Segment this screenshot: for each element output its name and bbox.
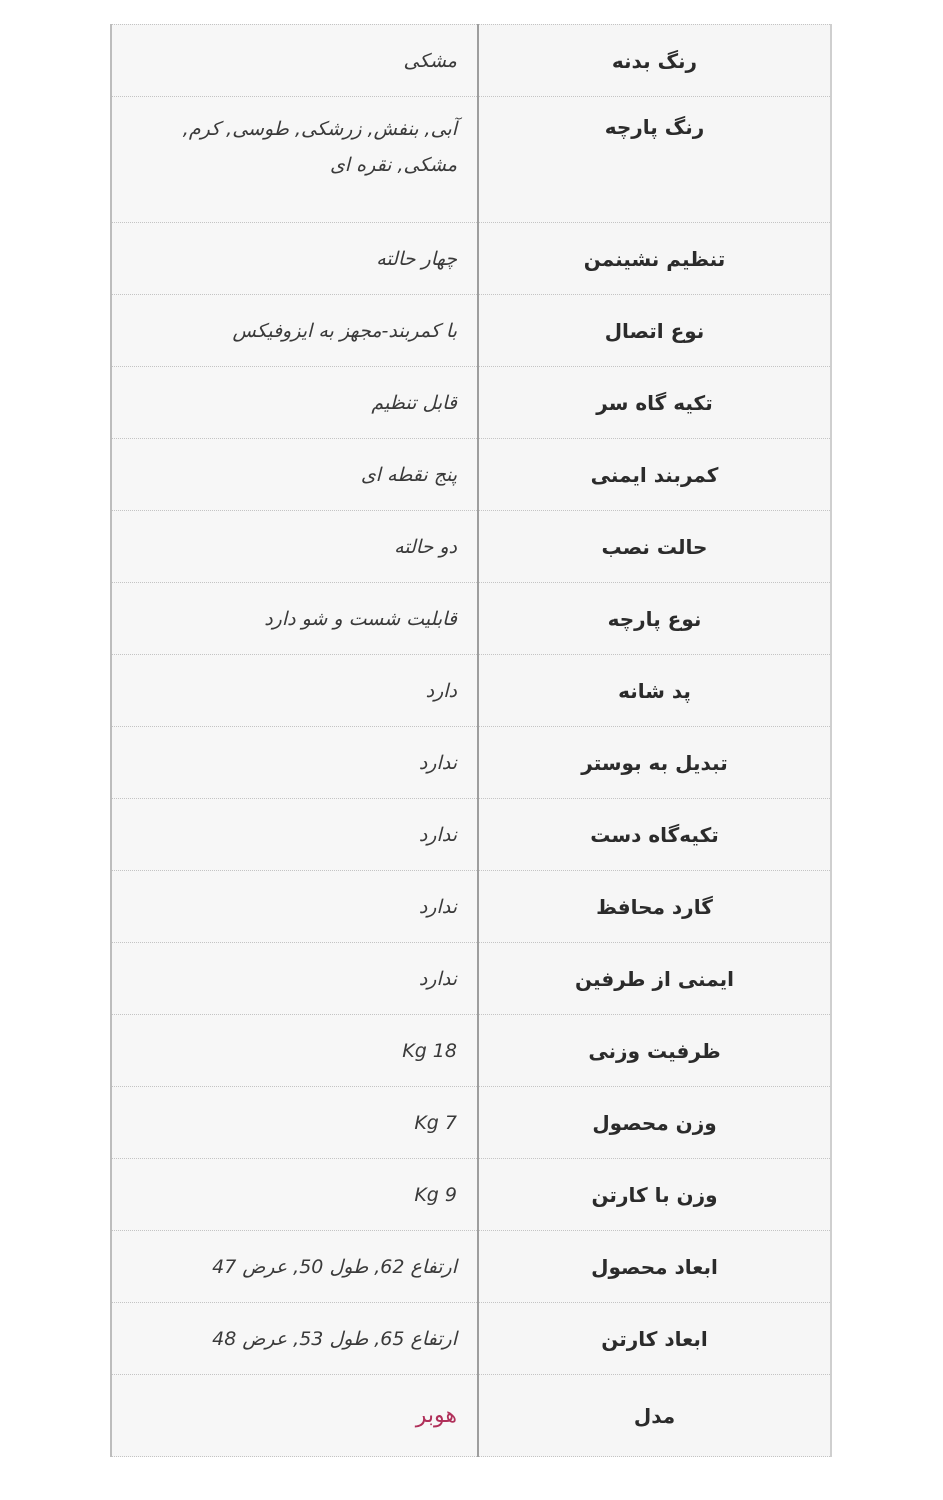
- spec-label-connection-type: نوع اتصال: [478, 295, 831, 367]
- spec-label-body-color: رنگ بدنه: [478, 25, 831, 97]
- table-row: [111, 943, 831, 1015]
- table-row: [111, 655, 831, 727]
- spec-label-seat-adjustment: تنظیم نشینمن: [478, 223, 831, 295]
- spec-label-safety-belt: کمربند ایمنی: [478, 439, 831, 511]
- table-row: [111, 439, 831, 511]
- table-row: [111, 583, 831, 655]
- table-row: [111, 97, 831, 223]
- spec-value-model: [111, 1375, 478, 1457]
- spec-label-fabric-type: نوع پارچه: [478, 583, 831, 655]
- spec-value-product-dimensions: ارتفاع 62, طول 50, عرض 47: [111, 1231, 478, 1303]
- table-row: [111, 223, 831, 295]
- spec-label-product-dimensions: ابعاد محصول: [478, 1231, 831, 1303]
- table-row: [111, 1231, 831, 1303]
- table-row: [111, 871, 831, 943]
- spec-label-product-weight: وزن محصول: [478, 1087, 831, 1159]
- spec-label-side-safety: ایمنی از طرفین: [478, 943, 831, 1015]
- model-link[interactable]: هوبر: [415, 1402, 457, 1428]
- spec-value-weight-capacity: Kg 18: [111, 1015, 478, 1087]
- spec-label-weight-capacity: ظرفیت وزنی: [478, 1015, 831, 1087]
- spec-label-shoulder-pad: پد شانه: [478, 655, 831, 727]
- spec-value-body-color: مشکی: [111, 25, 478, 97]
- table-row: [111, 25, 831, 97]
- table-row: [111, 1375, 831, 1457]
- table-row: [111, 799, 831, 871]
- spec-label-model: مدل: [478, 1375, 831, 1457]
- spec-value-connection-type: با کمربند-مجهز به ایزوفیکس: [111, 295, 478, 367]
- spec-label-headrest: تکیه گاه سر: [478, 367, 831, 439]
- spec-value-fabric-color: آبی, بنفش, زرشکی, طوسی, کرم, مشکی, نقره ای: [111, 97, 478, 223]
- table-row: [111, 367, 831, 439]
- spec-label-box-dimensions: ابعاد کارتن: [478, 1303, 831, 1375]
- spec-value-seat-adjustment: چهار حالته: [111, 223, 478, 295]
- spec-label-booster-convert: تبدیل به بوستر: [478, 727, 831, 799]
- spec-label-protective-guard: گارد محافظ: [478, 871, 831, 943]
- spec-value-booster-convert: ندارد: [111, 727, 478, 799]
- table-row: [111, 511, 831, 583]
- spec-value-headrest: قابل تنظیم: [111, 367, 478, 439]
- spec-value-box-dimensions: ارتفاع 65, طول 53, عرض 48: [111, 1303, 478, 1375]
- spec-label-fabric-color: رنگ پارچه: [478, 97, 831, 223]
- spec-value-weight-with-box: Kg 9: [111, 1159, 478, 1231]
- table-row: [111, 295, 831, 367]
- spec-value-fabric-type: قابلیت شست و شو دارد: [111, 583, 478, 655]
- table-row: [111, 1015, 831, 1087]
- spec-value-install-mode: دو حالته: [111, 511, 478, 583]
- spec-value-protective-guard: ندارد: [111, 871, 478, 943]
- spec-label-install-mode: حالت نصب: [478, 511, 831, 583]
- spec-value-side-safety: ندارد: [111, 943, 478, 1015]
- spec-value-armrest: ندارد: [111, 799, 478, 871]
- spec-label-armrest: تکیه‌گاه دست: [478, 799, 831, 871]
- product-specifications-table: [110, 24, 832, 1457]
- spec-value-safety-belt: پنج نقطه ای: [111, 439, 478, 511]
- table-row: [111, 727, 831, 799]
- spec-value-product-weight: Kg 7: [111, 1087, 478, 1159]
- table-row: [111, 1303, 831, 1375]
- spec-value-shoulder-pad: دارد: [111, 655, 478, 727]
- table-row: [111, 1159, 831, 1231]
- spec-label-weight-with-box: وزن با کارتن: [478, 1159, 831, 1231]
- table-row: [111, 1087, 831, 1159]
